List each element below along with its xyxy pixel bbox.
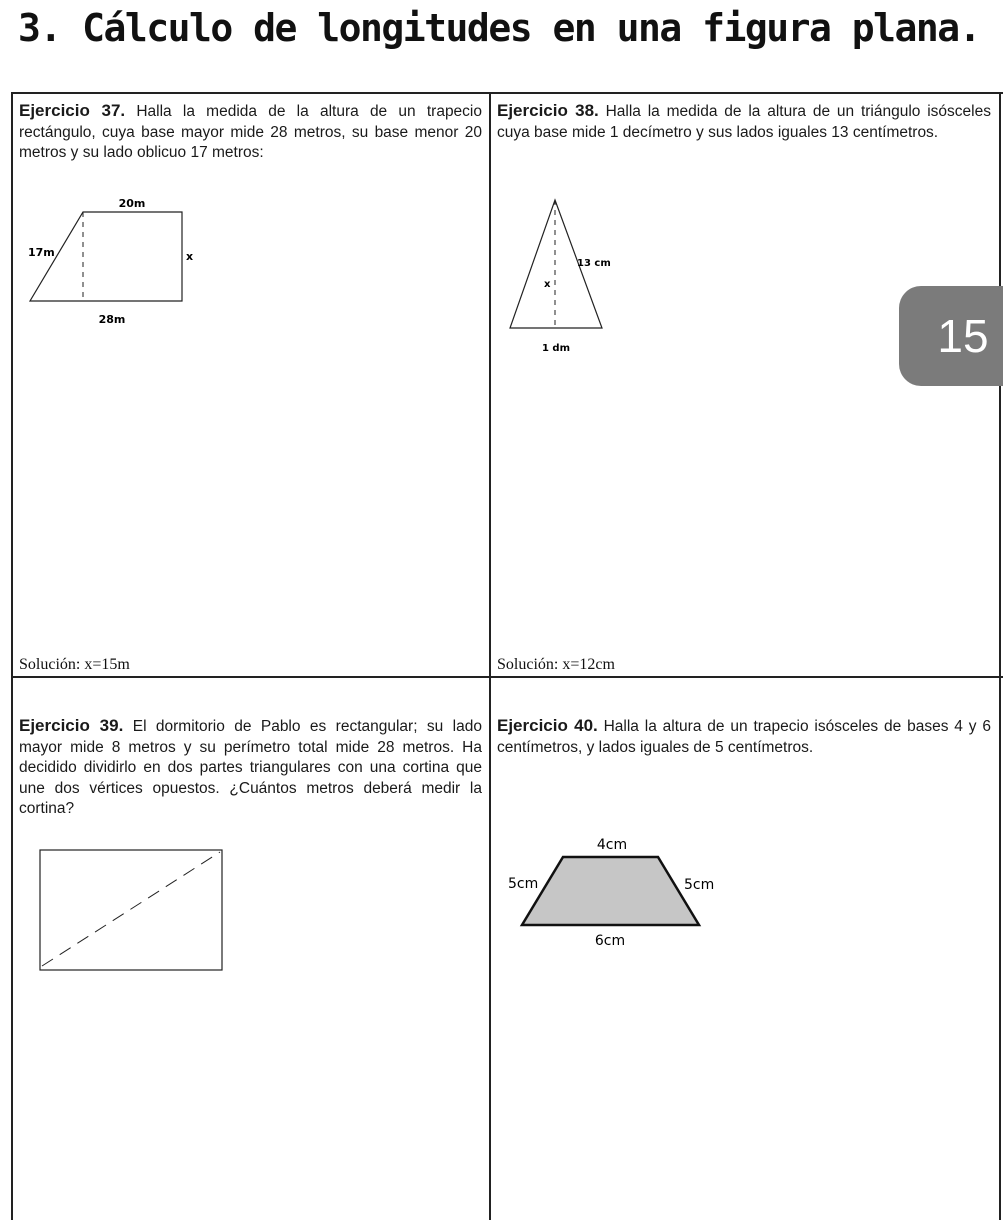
exercise-37-solution: Solución: x=15m	[19, 656, 130, 673]
grid-right-line	[999, 92, 1001, 1220]
iso-trapezoid-top-label: 4cm	[596, 837, 628, 853]
grid-left-line	[11, 92, 13, 1220]
isosceles-trapezoid-figure	[500, 830, 730, 955]
exercise-40	[497, 716, 991, 758]
exercise-40-text: Halla la altura de un trapecio isósceles de bases 4 y 6 centímetros, y lados iguales de 5 centímetros.	[497, 718, 991, 756]
curtain-diagonal	[42, 852, 220, 966]
exercise-38-solution: Solución: x=12cm	[497, 656, 615, 673]
trapezoid-bottom-label: 28m	[98, 313, 126, 326]
page-title: 3. Cálculo de longitudes en una figura plana.	[18, 6, 981, 50]
exercise-39	[19, 716, 482, 820]
exercise-37	[19, 101, 482, 164]
exercise-38-text: Halla la medida de la altura de un triángulo isósceles cuya base mide 1 decímetro y sus lados iguales 13 centímetros.	[497, 103, 991, 141]
exercise-38	[497, 101, 991, 143]
grid-top-line	[11, 92, 1003, 94]
exercise-37-label: Ejercicio 37.	[19, 101, 126, 120]
triangle-base-label: 1 dm	[541, 343, 571, 354]
trapezoid-top-label: 20m	[118, 197, 146, 210]
exercise-38-label: Ejercicio 38.	[497, 101, 599, 120]
exercise-40-label: Ejercicio 40.	[497, 716, 598, 735]
isosceles-triangle-figure	[500, 192, 630, 362]
trapezoid-slant-label: 17m	[28, 246, 55, 259]
right-trapezoid-figure	[20, 192, 200, 332]
iso-trapezoid-bottom-label: 6cm	[594, 933, 626, 949]
exercise-39-text: El dormitorio de Pablo es rectangular; su lado mayor mide 8 metros y su perímetro total mide 28 metros. Ha decidido dividirlo en dos partes triangulares con una cortina que une dos vértices opuestos. ¿Cuántos metros deberá medir la cortina?	[19, 718, 482, 817]
triangle-side-label: 13 cm	[577, 258, 611, 269]
gray-trapezoid	[522, 857, 699, 925]
triangle-height-label: x	[544, 279, 551, 290]
bedroom-rectangle-figure	[36, 846, 226, 976]
iso-trapezoid-right-label: 5cm	[684, 877, 715, 893]
exercise-37-text: Halla la medida de la altura de un trapecio rectángulo, cuya base mayor mide 28 metros, su base menor 20 metros y su lado oblicuo 17 metros:	[19, 103, 482, 161]
grid-middle-line	[11, 676, 1003, 678]
trapezoid-height-label: x	[186, 250, 194, 263]
exercise-39-label: Ejercicio 39.	[19, 716, 124, 735]
iso-trapezoid-left-label: 5cm	[508, 876, 539, 892]
page-number-badge: 15	[899, 286, 1003, 386]
bedroom-rectangle	[40, 850, 222, 970]
grid-center-line	[489, 92, 491, 1220]
